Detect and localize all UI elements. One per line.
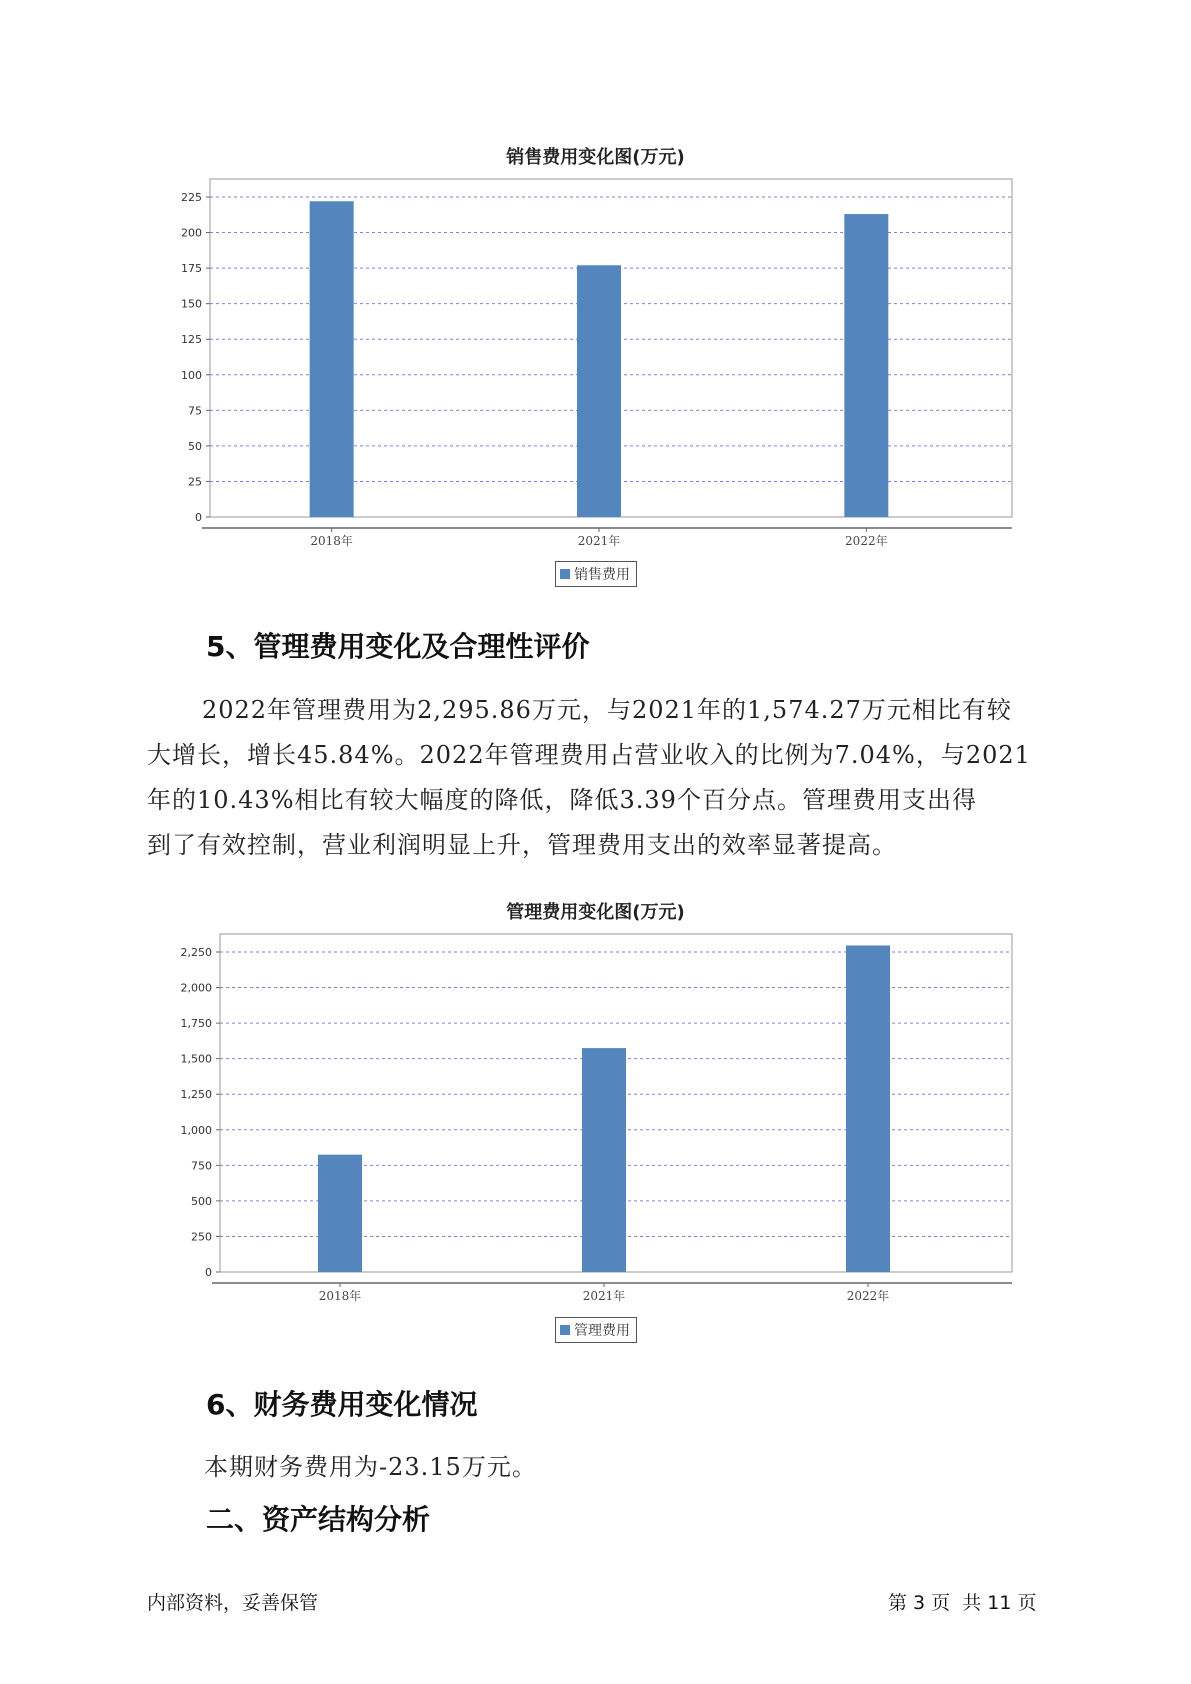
legend-sales [555,561,637,587]
y-tick-label: 0 [195,511,202,524]
y-tick-label: 200 [181,226,202,240]
x-tick-label: 2022年 [845,534,888,548]
y-tick-label: 100 [181,368,202,382]
y-tick-label: 1,500 [180,1052,212,1066]
y-tick-label: 250 [191,1230,212,1244]
chart-title-admin: 管理费用变化图(万元) [506,902,685,923]
paragraph-line: 2022年管理费用为2,295.86万元，与2021年的1,574.27万元相比有较 [202,696,1012,724]
y-tick-label: 0 [205,1266,212,1279]
y-tick-label: 1,750 [180,1017,212,1031]
y-tick-label: 125 [181,333,202,347]
sales-expense-chart [0,165,1191,565]
y-tick-label: 1,250 [180,1088,212,1102]
heading-section-5: 5、管理费用变化及合理性评价 [206,630,590,663]
y-tick-label: 150 [181,297,202,311]
y-tick-label: 2,000 [180,981,212,995]
bar [844,214,888,517]
admin-expense-chart [0,920,1191,1320]
y-tick-label: 225 [181,191,202,204]
x-tick-label: 2021年 [582,1289,626,1303]
bar [582,1048,626,1272]
paragraph-line: 年的10.43%相比有较大幅度的降低，降低3.39个百分点。管理费用支出得 [147,786,977,814]
paragraph-line: 本期财务费用为-23.15万元。 [204,1453,537,1481]
legend-label-admin: 管理费用 [574,1323,630,1339]
bar [577,265,621,517]
legend-label-sales: 销售费用 [574,567,630,583]
paragraph-section-5 [147,688,1057,868]
x-tick-label: 2022年 [846,1289,890,1303]
paragraph-section-6 [204,1445,1114,1490]
x-tick-label: 2018年 [310,534,353,548]
x-tick-label: 2021年 [577,534,621,548]
y-tick-label: 500 [191,1194,212,1208]
chart-title-sales: 销售费用变化图(万元) [506,147,685,168]
legend-swatch [560,1325,570,1335]
bar [846,945,890,1272]
paragraph-line: 大增长，增长45.84%。2022年管理费用占营业收入的比例为7.04%，与2021 [147,741,1031,769]
footer-left: 内部资料，妥善保管 [147,1592,319,1614]
y-tick-label: 50 [188,439,202,453]
bar [318,1155,362,1272]
x-tick-label: 2018年 [318,1289,362,1303]
y-tick-label: 175 [181,262,202,276]
bar [310,201,354,517]
legend-admin [555,1317,637,1343]
footer-page-number: 第 3 页 共 11 页 [888,1592,1037,1614]
y-tick-label: 750 [191,1159,212,1173]
y-tick-label: 25 [188,475,202,489]
legend-swatch [560,569,570,579]
y-tick-label: 2,250 [180,946,212,959]
heading-section-two: 二、资产结构分析 [206,1503,431,1536]
heading-section-6: 6、财务费用变化情况 [206,1388,478,1421]
y-tick-label: 75 [188,404,202,418]
paragraph-line: 到了有效控制，营业利润明显上升，管理费用支出的效率显著提高。 [147,831,897,859]
y-tick-label: 1,000 [180,1123,212,1137]
